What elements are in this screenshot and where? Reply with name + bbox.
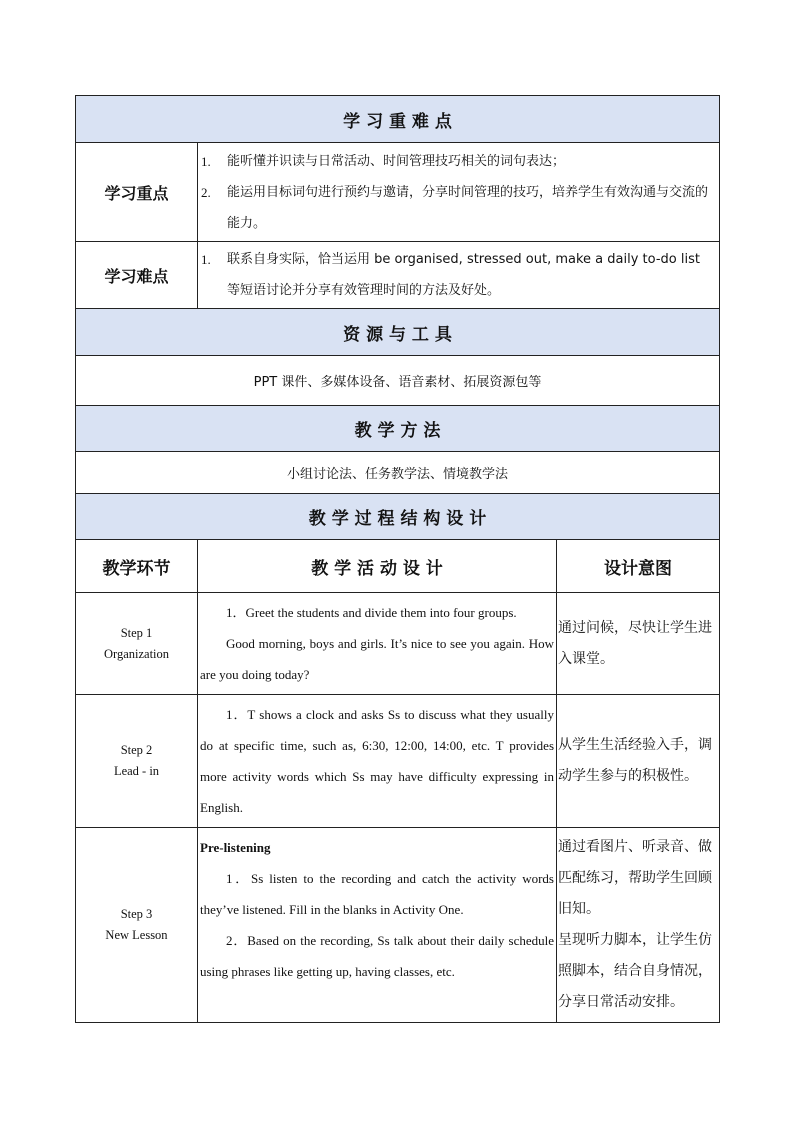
step-label: Step 3 New Lesson: [76, 828, 198, 1023]
methods-row: [76, 452, 720, 494]
key-points-list: [198, 143, 720, 242]
process-header: 教 学 过 程 结 构 设 计: [76, 494, 720, 540]
resources-header-row: [76, 309, 720, 356]
step-label: Step 1 Organization: [76, 593, 198, 695]
list-item: 2. 能运用目标词句进行预约与邀请，分享时间管理的技巧，培养学生有效沟通与交流的能力。: [201, 184, 709, 231]
table-row: [76, 593, 720, 695]
key-points-header-row: [76, 96, 720, 143]
methods-header-row: [76, 406, 720, 452]
lesson-plan-table: [75, 95, 720, 1023]
key-points-label: 学习重点: [76, 143, 198, 242]
column-header-intent: 设计意图: [557, 540, 720, 593]
resources-text: PPT 课件、多媒体设备、语音素材、拓展资源包等: [76, 356, 720, 406]
intent-cell: 从学生生活经验入手，调动学生参与的积极性。: [557, 695, 720, 828]
column-header-step: 教学环节: [76, 540, 198, 593]
resources-row: [76, 356, 720, 406]
intent-cell: 通过问候，尽快让学生进入课堂。: [557, 593, 720, 695]
key-points-header: 学 习 重 难 点: [76, 96, 720, 143]
difficult-points-row: [76, 242, 720, 309]
resources-header: 资 源 与 工 具: [76, 309, 720, 356]
column-header-activity: 教 学 活 动 设 计: [198, 540, 557, 593]
column-header-row: [76, 540, 720, 593]
methods-header: 教 学 方 法: [76, 406, 720, 452]
activity-cell: 1．Greet the students and divide them into four groups. Good morning, boys and girls. It’s nice to see you again. How are you doing today?: [198, 593, 557, 695]
difficult-points-list: [198, 242, 720, 309]
key-points-row: [76, 143, 720, 242]
methods-text: 小组讨论法、任务教学法、情境教学法: [76, 452, 720, 494]
activity-cell: 1．T shows a clock and asks Ss to discuss what they usually do at specific time, such as, 6:30, 12:00, 14:00, etc. T provides more activity words which Ss may have difficulty expressing in English.: [198, 695, 557, 828]
activity-cell: Pre-listening 1．Ss listen to the recording and catch the activity words they’ve listened. Fill in the blanks in Activity One. 2．Based on the recording, Ss talk about their daily schedule using phrases like getting up, having classes, etc.: [198, 828, 557, 1023]
step-label: Step 2 Lead - in: [76, 695, 198, 828]
process-header-row: [76, 494, 720, 540]
intent-cell: 通过看图片、听录音、做匹配练习，帮助学生回顾旧知。 呈现听力脚本，让学生仿照脚本，结合自身情况，分享日常活动安排。: [557, 828, 720, 1023]
list-item: 1. 联系自身实际，恰当运用 be organised, stressed out, make a daily to-do list 等短语讨论并分享有效管理时间的方法及好处。: [201, 252, 700, 298]
list-item: 1. 能听懂并识读与日常活动、时间管理技巧相关的词句表达；: [201, 153, 566, 169]
difficult-points-label: 学习难点: [76, 242, 198, 309]
table-row: [76, 695, 720, 828]
table-row: [76, 828, 720, 1023]
